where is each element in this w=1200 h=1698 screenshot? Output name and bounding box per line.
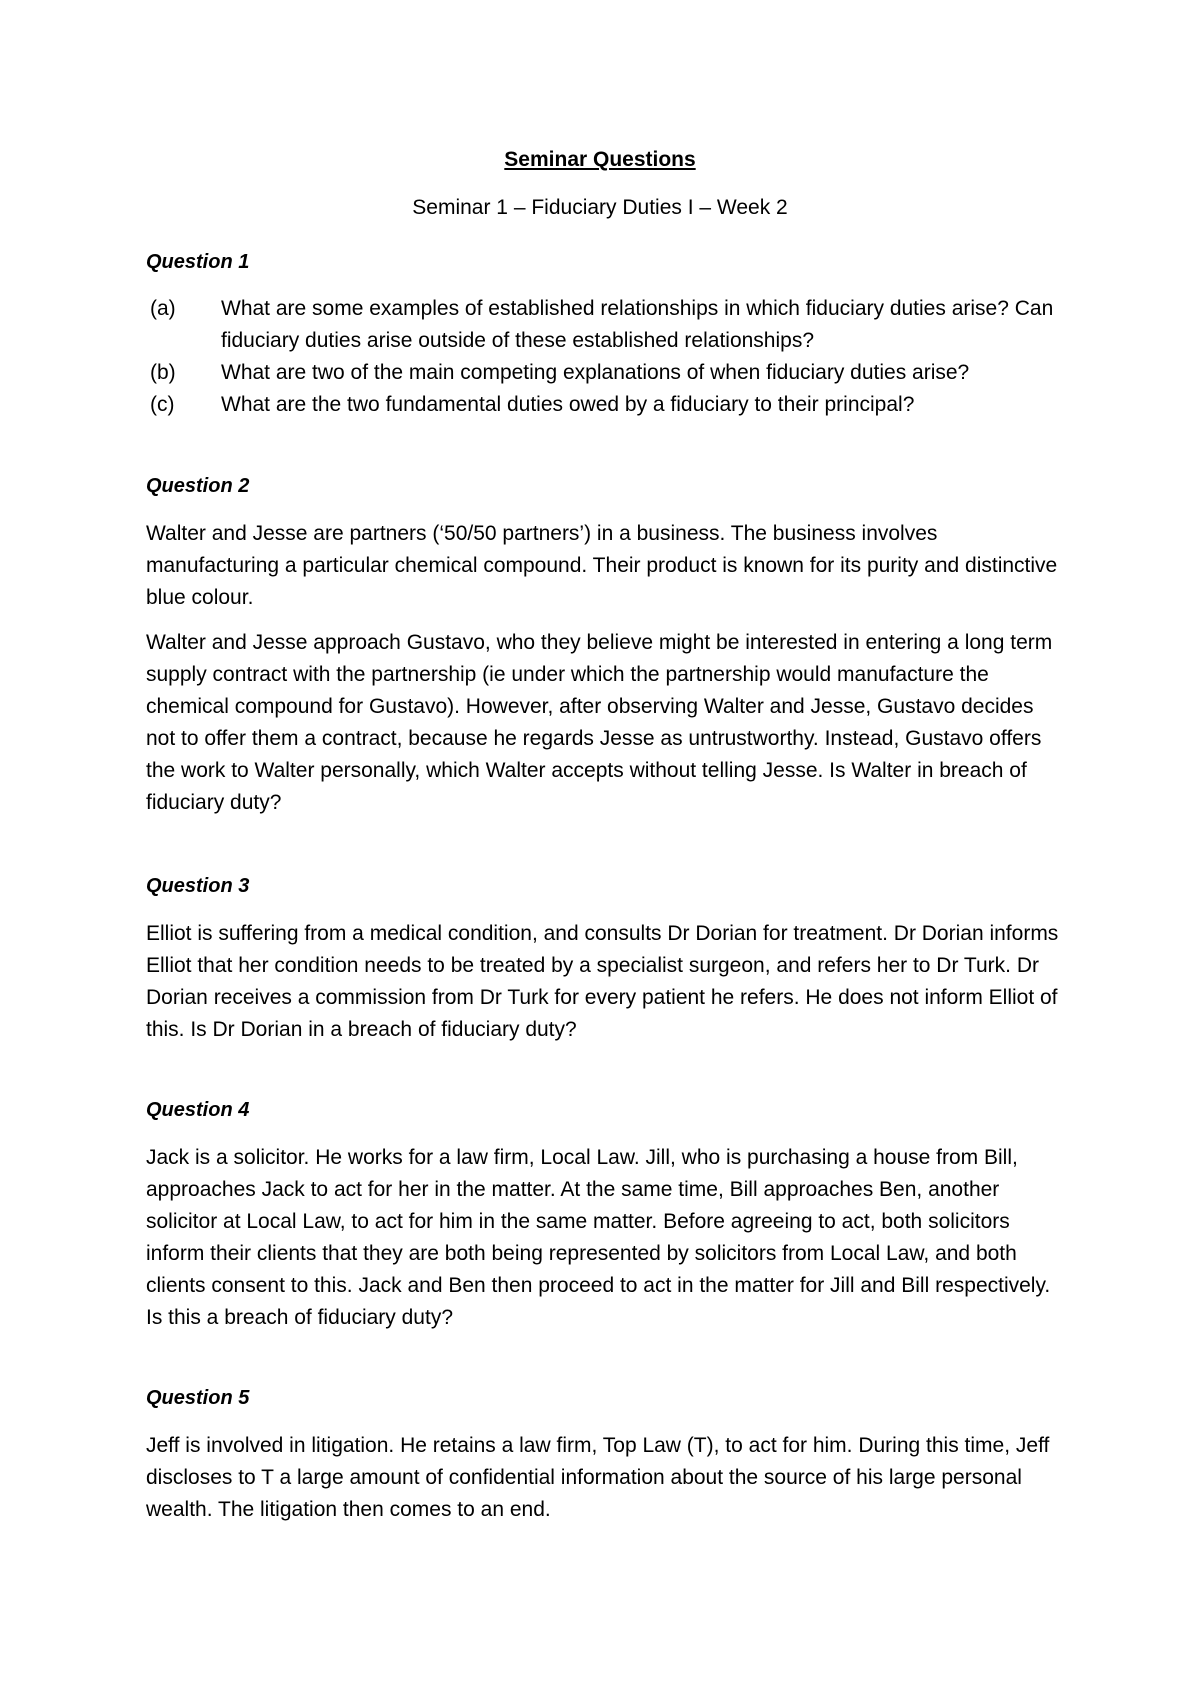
item-label: (b) — [150, 361, 176, 384]
item-text: What are some examples of established relationships in which fiduciary duties arise? Can fiduciary duties arise outside of these established relationships? — [221, 297, 1054, 352]
paragraph: Jeff is involved in litigation. He retains a law firm, Top Law (T), to act for him. During this time, Jeff discloses to T a large amount of confidential information about the source of his large personal wealth. The litigation then comes to an end. — [146, 1434, 1050, 1521]
list-item — [146, 293, 1066, 357]
question-5-body — [146, 1430, 1066, 1526]
paragraph: Walter and Jesse approach Gustavo, who they believe might be interested in entering a long term supply contract with the partnership (ie under which the partnership would manufacture the chemical compound for Gustavo). However, after observing Walter and Jesse, Gustavo decides not to offer them a contract, because he regards Jesse as untrustworthy. Instead, Gustavo offers the work to Walter personally, which Walter accepts without telling Jesse. Is Walter in breach of fiduciary duty? — [146, 631, 1053, 814]
item-text: What are two of the main competing explanations of when fiduciary duties arise? — [221, 361, 970, 384]
question-5-heading: Question 5 — [146, 1387, 250, 1409]
item-text: What are the two fundamental duties owed by a fiduciary to their principal? — [221, 393, 915, 416]
question-1-items — [146, 293, 1066, 421]
question-2-body — [146, 518, 1066, 819]
paragraph: Jack is a solicitor. He works for a law firm, Local Law. Jill, who is purchasing a house from Bill, approaches Jack to act for her in the matter. At the same time, Bill approaches Ben, another solicitor at Local Law, to act for him in the same matter. Before agreeing to act, both solicitors inform their clients that they are both being represented by solicitors from Local Law, and both clients consent to this. Jack and Ben then proceed to act in the matter for Jill and Bill respectively. Is this a breach of fiduciary duty? — [146, 1146, 1051, 1329]
list-item — [146, 389, 1066, 421]
question-3-body — [146, 918, 1066, 1046]
paragraph: Elliot is suffering from a medical condition, and consults Dr Dorian for treatment. Dr Dorian informs Elliot that her condition needs to be treated by a specialist surgeon, and refers her to Dr Turk. Dr Dorian receives a commission from Dr Turk for every patient he refers. He does not inform Elliot of this. Is Dr Dorian in a breach of fiduciary duty? — [146, 922, 1059, 1041]
item-label: (c) — [150, 393, 175, 416]
item-label: (a) — [150, 297, 176, 320]
question-2-heading: Question 2 — [146, 475, 250, 497]
paragraph: Walter and Jesse are partners (‘50/50 partners’) in a business. The business involves manufacturing a particular chemical compound. Their product is known for its purity and distinctive blue colour. — [146, 522, 1058, 609]
question-4-body — [146, 1142, 1066, 1334]
document-title: Seminar Questions — [504, 148, 696, 171]
question-1-heading: Question 1 — [146, 251, 250, 273]
question-4-heading: Question 4 — [146, 1099, 250, 1121]
document-subtitle: Seminar 1 – Fiduciary Duties I – Week 2 — [412, 196, 788, 219]
question-3-heading: Question 3 — [146, 875, 250, 897]
list-item — [146, 357, 1066, 389]
